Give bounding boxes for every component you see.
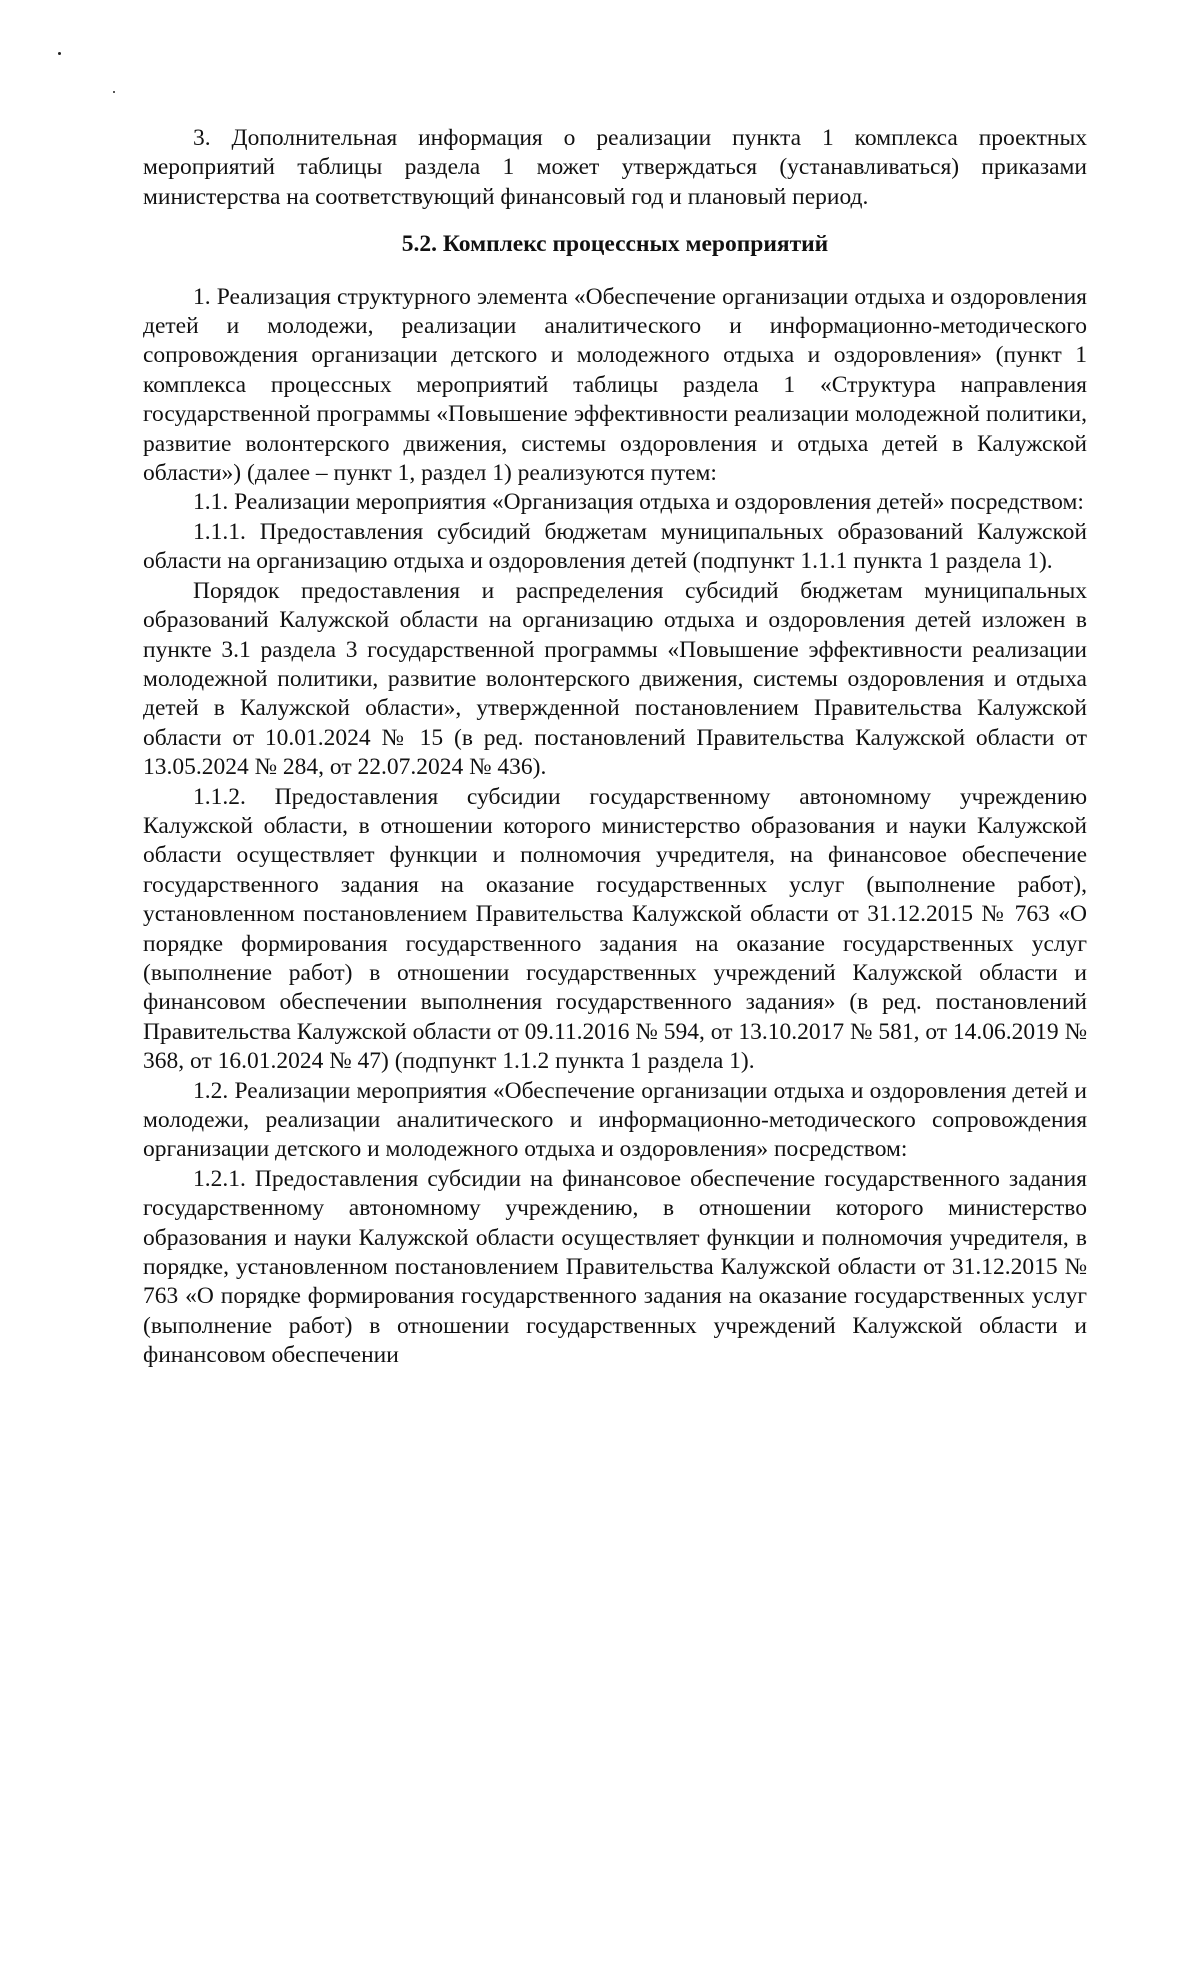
paragraph-1-1: 1.1. Реализации мероприятия «Организация отдыха и оздоровления детей» посредством: bbox=[193, 489, 1084, 516]
paragraph-1-1-2: 1.1.2. Предоставления субсидии государственному автономному учреждению Калужской области, в отношении которого министерство образования и науки Калужской области осуществляет функции и полномочия учредителя, на финансовое обеспечение государственного задания на оказание государственных услуг (выполнение работ), установленном постановлением Правительства Калужской области от 31.12.2015 № 763 «О порядке формирования государственного задания на оказание государственных услуг (выполнение работ) в отношении государственных учреждений Калужской области и финансовом обеспечении выполнения государственного задания» (в ред. постановлений Правительства Калужской области от 09.11.2016 № 594, от 13.10.2017 № 581, от 14.06.2019 № 368, от 16.01.2024 № 47) (подпункт 1.1.2 пункта 1 раздела 1). bbox=[143, 783, 1087, 1075]
paragraph-1-2-1: 1.2.1. Предоставления субсидии на финансовое обеспечение государственного задания государственному автономному учреждению, в отношении которого министерство образования и науки Калужской области осуществляет функции и полномочия учредителя, в порядке, установленном постановлением Правительства Калужской области от 31.12.2015 № 763 «О порядке формирования государственного задания на оказание государственных услуг (выполнение работ) в отношении государственных учреждений Калужской области и финансовом обеспечении bbox=[143, 1165, 1087, 1369]
paragraph-1-2: 1.2. Реализации мероприятия «Обеспечение организации отдыха и оздоровления детей и молодежи, реализации аналитического и информационно-методического сопровождения организации детского и молодежного отдыха и оздоровления» посредством: bbox=[143, 1077, 1087, 1163]
scan-speck bbox=[58, 52, 61, 55]
paragraph-item-1: 1. Реализация структурного элемента «Обеспечение организации отдыха и оздоровления детей и молодежи, реализации аналитического и информационно-методического сопровождения организации детского и молодежного отдыха и оздоровления» (пункт 1 комплекса процессных мероприятий таблицы раздела 1 «Структура направления государственной программы «Повышение эффективности реализации молодежной политики, развитие волонтерского движения, системы оздоровления и отдыха детей в Калужской области») (далее – пункт 1, раздел 1) реализуются путем: bbox=[143, 283, 1087, 487]
paragraph-1-1-1: 1.1.1. Предоставления субсидий бюджетам муниципальных образований Калужской области на организацию отдыха и оздоровления детей (подпункт 1.1.1 пункта 1 раздела 1). bbox=[143, 518, 1087, 575]
scan-speck bbox=[113, 91, 115, 93]
paragraph-subsidy-procedure: Порядок предоставления и распределения субсидий бюджетам муниципальных образований Калужской области на организацию отдыха и оздоровления детей изложен в пункте 3.1 раздела 3 государственной программы «Повышение эффективности реализации молодежной политики, развитие волонтерского движения, системы оздоровления и отдыха детей в Калужской области», утвержденной постановлением Правительства Калужской области от 10.01.2024 № 15 (в ред. постановлений Правительства Калужской области от 13.05.2024 № 284, от 22.07.2024 № 436). bbox=[143, 577, 1087, 781]
document-page bbox=[143, 124, 1087, 1371]
intro-paragraph: 3. Дополнительная информация о реализации пункта 1 комплекса проектных мероприятий таблицы раздела 1 может утверждаться (устанавливаться) приказами министерства на соответствующий финансовый год и плановый период. bbox=[143, 125, 1087, 210]
section-heading: 5.2. Комплекс процессных мероприятий bbox=[401, 231, 829, 258]
